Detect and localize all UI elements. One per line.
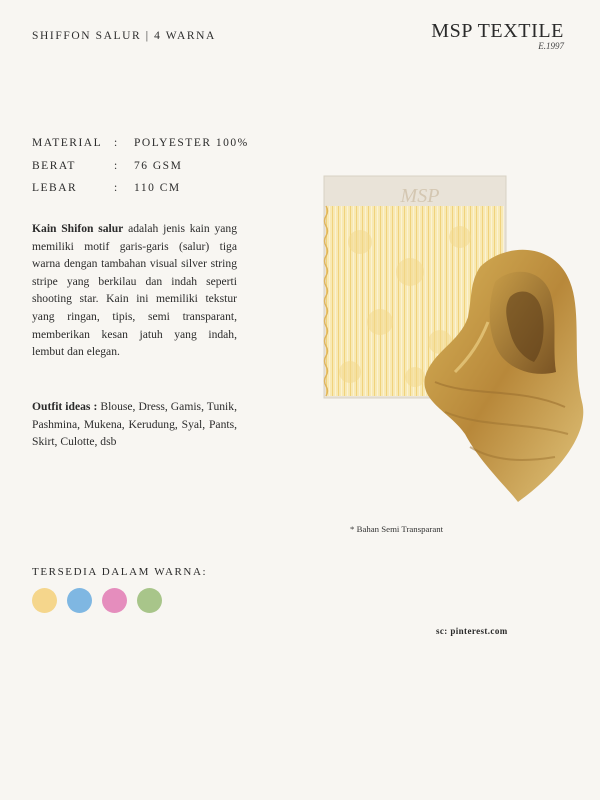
spec-row-width [32,177,249,200]
spec-value: 110 CM [134,182,181,195]
spec-label: MATERIAL [32,137,103,150]
brand-name: MSP TEXTILE [431,20,564,42]
color-swatch-green[interactable] [137,588,162,613]
spec-row-material [32,132,249,155]
spec-list [32,132,249,200]
outfit-ideas [32,398,237,451]
page-title: SHIFFON SALUR | 4 WARNA [32,30,216,42]
swatch-card-logo: MSP [400,185,440,207]
brand-established: E.1997 [538,41,564,51]
spec-label: BERAT [32,159,76,172]
colors-heading: TERSEDIA DALAM WARNA: [32,566,208,578]
color-swatch-pink[interactable] [102,588,127,613]
spec-label: LEBAR [32,182,78,195]
spec-colon: : [114,182,119,195]
outfit-ideas-text: Blouse, Dress, Gamis, Tunik, Pashmina, Mukena, Kerudung, Syal, Pants, Skirt, Culotte, dsb [32,400,237,449]
product-description [32,220,237,361]
image-source: sc: pinterest.com [436,626,508,636]
color-swatch-blue[interactable] [67,588,92,613]
fabric-note: * Bahan Semi Transparant [350,524,444,534]
description-lead: Kain Shifon salur [32,222,124,235]
spec-colon: : [114,159,119,172]
spec-value: POLYESTER 100% [134,137,249,150]
description-text: adalah jenis kain yang memiliki motif garis-garis (salur) tiga warna dengan tambahan visual silver string stripe yang berkilau dan indah seperti shooting star. Kain ini memiliki tekstur yang ringan, tipis, semi transparant, memberikan kesan jatuh yang indah, lembut dan elegan. [32,222,237,359]
spec-value: 76 GSM [134,159,183,172]
color-swatch-yellow[interactable] [32,588,57,613]
spec-row-weight [32,155,249,178]
color-swatches [32,588,162,613]
outfit-ideas-label: Outfit ideas : [32,400,98,413]
product-image [320,172,590,512]
brand-logo [431,20,564,51]
spec-colon: : [114,137,119,150]
